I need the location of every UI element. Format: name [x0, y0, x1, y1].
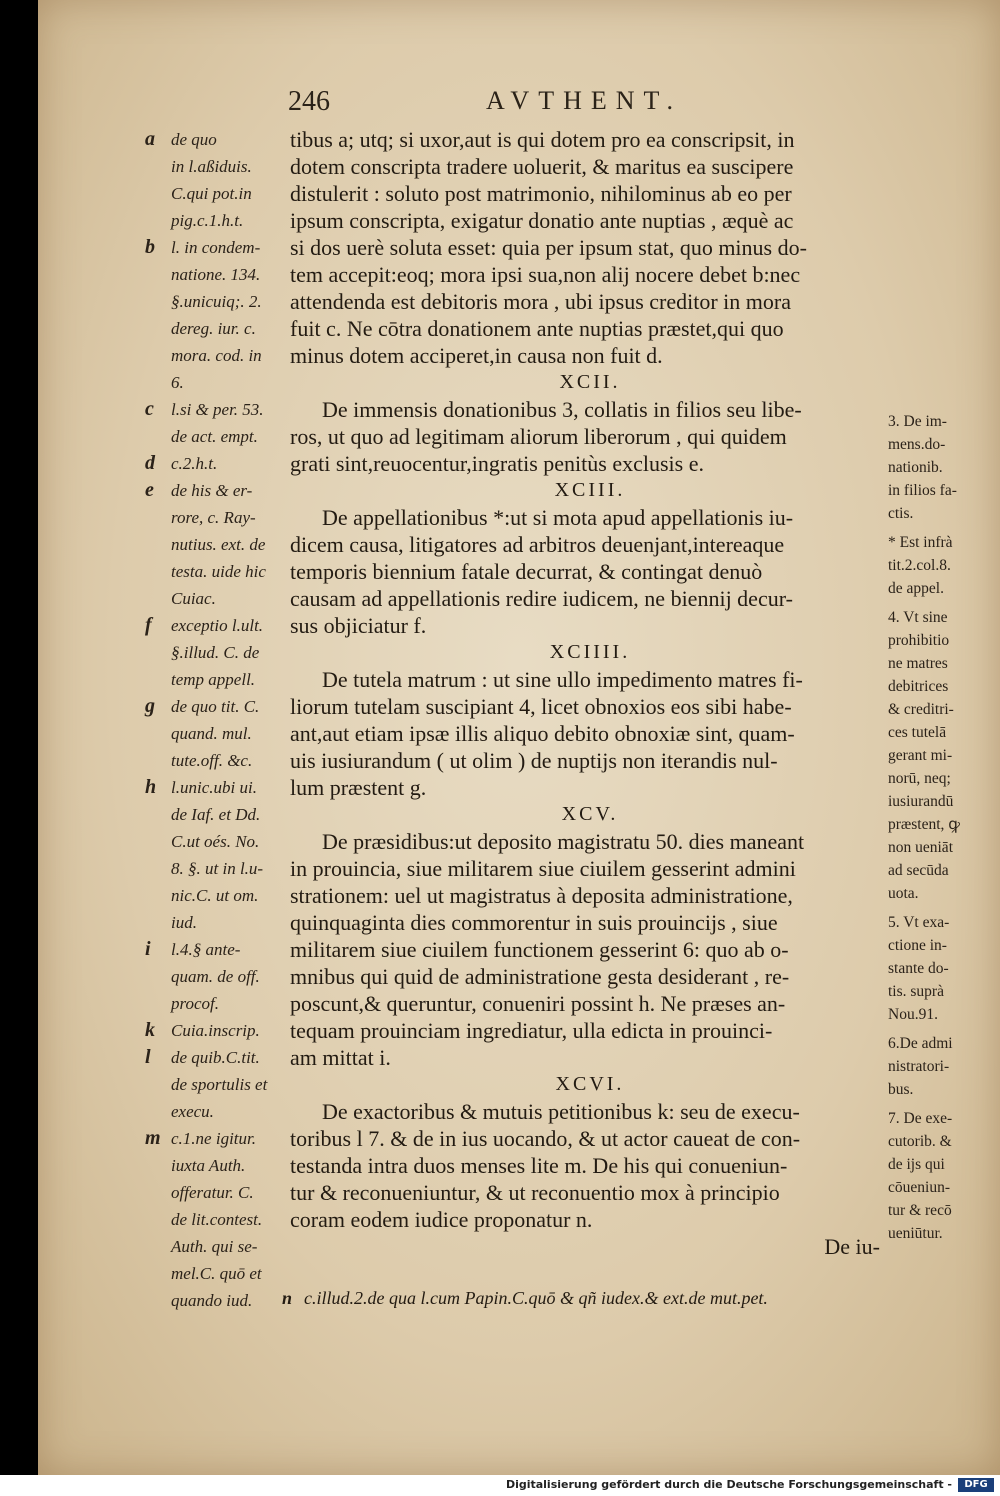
left-margin-line [145, 801, 290, 828]
left-margin-text: Cuia.inscrip. [171, 1021, 260, 1040]
right-margin-line: tur & recō [888, 1202, 952, 1219]
text-line: testanda intra duos menses lite m. De his qui conueniun- [290, 1153, 788, 1178]
left-margin-notes [145, 126, 293, 1314]
left-margin-text: de quo tit. C. [171, 697, 260, 716]
left-margin-line [145, 774, 290, 801]
footnote-letter: i [145, 938, 151, 960]
left-margin-line [145, 639, 290, 666]
left-margin-line [145, 909, 290, 936]
text-line: in prouincia, siue militarem siue ciuilem gesserint admini [290, 856, 796, 881]
text-line: De immensis donationibus 3, collatis in filios seu libe- [322, 397, 802, 422]
right-margin-line: ctis. [888, 505, 914, 522]
left-margin-text: iuxta Auth. [171, 1156, 246, 1175]
text-line: sus objiciatur f. [290, 613, 427, 638]
left-margin-text: tute.off. &c. [171, 751, 253, 770]
left-margin-text: in l.aßiduis. [171, 157, 252, 176]
text-line: De tutela matrum : ut sine ullo impedimento matres fi- [322, 667, 803, 692]
text-line: liorum tutelam suscipiant 4, licet obnoxios eos sibi habe- [290, 694, 792, 719]
footnote-letter: f [145, 614, 152, 636]
left-margin-note [145, 234, 290, 396]
footer-credit: Digitalisierung gefördert durch die Deutsche Forschungsgemeinschaft - [505, 1478, 952, 1491]
left-margin-line [145, 423, 290, 450]
left-margin-line [145, 720, 290, 747]
text-line: mnibus qui quid de administratione gesta desiderant , re- [290, 964, 790, 989]
right-margin-line: tit.2.col.8. [888, 557, 951, 574]
left-margin-line [145, 1152, 290, 1179]
left-margin-note [145, 612, 290, 693]
footnote-letter: l [145, 1046, 151, 1068]
right-margin-note [888, 606, 1000, 905]
left-margin-line [145, 1287, 293, 1314]
left-margin-text: Cuiac. [171, 589, 216, 608]
right-margin-line: 4. Vt sine [888, 609, 948, 626]
left-margin-text: de sportulis et [171, 1075, 268, 1094]
right-margin-line: gerant mi- [888, 747, 953, 764]
right-margin-line: cutorib. & [888, 1133, 952, 1150]
left-margin-line [145, 1125, 290, 1152]
text-line: dicem causa, litigatores ad arbitros deuenjant,intereaque [290, 532, 785, 557]
section-heading: XCV. [561, 803, 619, 825]
left-margin-text: de quib.C.tit. [171, 1048, 260, 1067]
text-line: temporis biennium fatale decurrat, & contingat denuò [290, 559, 763, 584]
left-margin-line [145, 531, 290, 558]
text-line: attendenda est debitoris mora , ubi ipsus creditor in mora [290, 289, 791, 314]
left-margin-text: rore, c. Ray- [171, 508, 256, 527]
text-line: De exactoribus & mutuis petitionibus k: seu de execu- [322, 1099, 800, 1124]
right-margin-line: præstent, ꝙ [888, 816, 960, 833]
text-line: tequam prouinciam ingrediatur, ulla edicta in prouinci- [290, 1018, 773, 1043]
right-margin-line: ueniūtur. [888, 1225, 943, 1242]
left-margin-text: offeratur. C. [171, 1183, 254, 1202]
footnote-letter: h [145, 776, 157, 798]
text-line: toribus l 7. & de in ius uocando, & ut actor caueat de con- [290, 1126, 801, 1151]
left-margin-line [145, 153, 290, 180]
text-line: tem accepit:eoq; mora ipsi sua,non alij nocere debet b:nec [290, 262, 801, 287]
right-margin-line: de ijs qui [888, 1156, 945, 1173]
left-margin-line [145, 261, 290, 288]
left-margin-line [145, 1071, 290, 1098]
right-margin-line: norū, neq; [888, 770, 951, 787]
text-line: distulerit : soluto post matrimonio, nihilominus ab eo per [290, 181, 792, 206]
footnote-text: c.illud.2.de qua l.cum Papin.C.quō & qñ iudex.& ext.de mut.pet. [304, 1288, 768, 1308]
left-margin-line [145, 1260, 290, 1287]
left-margin-line [145, 1206, 290, 1233]
footnote-letter: k [145, 1019, 155, 1041]
right-margin-line: & creditri- [888, 701, 954, 718]
footnote-letter: g [145, 695, 155, 717]
left-margin-line [145, 585, 290, 612]
right-margin-line: stante do- [888, 960, 949, 977]
right-margin-line: debitrices [888, 678, 949, 695]
left-margin-line [145, 450, 290, 477]
left-margin-text: procof. [171, 994, 220, 1013]
left-margin-text: iud. [171, 913, 197, 932]
left-margin-text: quam. de off. [171, 967, 260, 986]
left-margin-line [145, 126, 290, 153]
left-margin-text: 8. §. ut in l.u- [171, 859, 264, 878]
left-margin-line [145, 234, 290, 261]
left-margin-line [145, 342, 290, 369]
text-line: minus dotem acciperet,in causa non fuit d. [290, 343, 663, 368]
left-margin-text: C.qui pot.in [171, 184, 252, 203]
text-line: poscunt,& queruntur, conueniri possint h. Ne præses an- [290, 991, 786, 1016]
left-margin-note [145, 693, 290, 774]
dfg-logo: DFG [958, 1478, 994, 1492]
left-margin-line [145, 882, 290, 909]
left-margin-text: nic.C. ut om. [171, 886, 259, 905]
left-margin-text: de lit.contest. [171, 1210, 263, 1229]
left-margin-note [145, 450, 290, 477]
left-margin-line [145, 828, 290, 855]
left-margin-text: quando iud. [171, 1291, 253, 1310]
footnote-letter: m [145, 1127, 161, 1149]
left-margin-line [145, 666, 290, 693]
left-margin-note [145, 126, 290, 234]
left-margin-text: pig.c.1.h.t. [171, 211, 244, 230]
left-margin-line [145, 1179, 290, 1206]
left-margin-text: c.1.ne igitur. [171, 1129, 256, 1148]
right-margin-line: * Est infrà [888, 534, 953, 551]
footnote-letter: e [145, 479, 154, 501]
left-margin-text: temp appell. [171, 670, 256, 689]
left-margin-line [145, 990, 290, 1017]
left-margin-line [145, 747, 290, 774]
right-margin-line: ne matres [888, 655, 948, 672]
text-line: si dos uerè soluta esset: quia per ipsum stat, quo minus do- [290, 235, 807, 260]
left-margin-text: quand. mul. [171, 724, 252, 743]
right-margin-line: ces tutelā [888, 724, 947, 741]
left-margin-text: §.unicuiq;. 2. [171, 292, 262, 311]
right-margin-line: in filios fa- [888, 482, 957, 499]
left-margin-text: natione. 134. [171, 265, 261, 284]
left-margin-text: l. in condem- [171, 238, 261, 257]
footnote-letter: b [145, 236, 155, 258]
text-line: causam ad appellationis redire iudicem, ne biennij decur- [290, 586, 793, 611]
footnote-letter: a [145, 128, 155, 150]
section-heading: XCIIII. [549, 641, 631, 663]
left-margin-note [145, 936, 290, 1017]
left-margin-line [145, 855, 290, 882]
text-line: tur & reconueniuntur, & ut reconuentio mox à principio [290, 1180, 780, 1205]
left-margin-text: l.si & per. 53. [171, 400, 264, 419]
text-line: am mittat i. [290, 1045, 391, 1070]
text-line: uis iusiurandum ( ut olim ) de nuptijs non iterandis nul- [290, 748, 778, 773]
right-margin-note [888, 1032, 1000, 1101]
left-margin-text: §.illud. C. de [171, 643, 260, 662]
text-line: De iu- [824, 1234, 880, 1259]
text-line: militarem siue ciuilem functionem gesserint 6: quo ab o- [290, 937, 789, 962]
left-margin-note [145, 1125, 293, 1314]
text-line: De præsidibus:ut deposito magistratu 50. dies maneant [322, 829, 805, 854]
left-margin-line [145, 936, 290, 963]
left-margin-note [145, 477, 290, 612]
left-margin-text: mora. cod. in [171, 346, 262, 365]
left-margin-text: l.4.§ ante- [171, 940, 241, 959]
section-heading: XCVI. [555, 1073, 625, 1095]
bottom-footnote [282, 1288, 768, 1309]
left-margin-note [145, 396, 290, 450]
left-margin-text: dereg. iur. c. [171, 319, 256, 338]
left-margin-line [145, 477, 290, 504]
left-margin-line [145, 963, 290, 990]
right-margin-line: non ueniāt [888, 839, 953, 856]
right-margin-line: 3. De im- [888, 413, 947, 430]
right-margin-line: 6.De admi [888, 1035, 953, 1052]
right-margin-line: 7. De exe- [888, 1110, 953, 1127]
left-margin-line [145, 180, 290, 207]
left-margin-text: l.unic.ubi ui. [171, 778, 257, 797]
text-line: ipsum conscripta, exigatur donatio ante nuptias , æquè ac [290, 208, 794, 233]
left-margin-line [145, 288, 290, 315]
footnote-letter: d [145, 452, 155, 474]
right-margin-note [888, 531, 1000, 600]
left-margin-text: c.2.h.t. [171, 454, 218, 473]
digitization-footer [0, 1475, 1000, 1496]
left-margin-line [145, 612, 290, 639]
right-margin-note [888, 1107, 1000, 1245]
left-margin-text: de his & er- [171, 481, 253, 500]
left-margin-text: mel.C. quō et [171, 1264, 262, 1283]
left-margin-line [145, 693, 290, 720]
right-margin-line: nationib. [888, 459, 943, 476]
left-margin-line [145, 1233, 290, 1260]
left-margin-text: Auth. qui se- [171, 1237, 258, 1256]
text-line: tibus a; utq; si uxor,aut is qui dotem pro ea conscripsit, in [290, 127, 795, 152]
left-margin-text: exceptio l.ult. [171, 616, 264, 635]
right-margin-line: uota. [888, 885, 919, 902]
left-margin-text: 6. [171, 373, 184, 392]
section-heading: XCII. [559, 371, 621, 393]
page-number: 246 [288, 86, 330, 117]
left-margin-line [145, 1098, 290, 1125]
text-line: coram eodem iudice proponatur n. [290, 1207, 593, 1232]
right-margin-line: nistratori- [888, 1058, 950, 1075]
left-margin-text: de quo [171, 130, 217, 149]
right-margin-line: ctione in- [888, 937, 947, 954]
left-margin-line [145, 558, 290, 585]
text-line: ant,aut etiam ipsæ illis aliquo debito obnoxiæ sint, quam- [290, 721, 795, 746]
right-margin-line: prohibitio [888, 632, 950, 649]
left-margin-text: C.ut oés. No. [171, 832, 260, 851]
running-title: AVTHENT. [486, 86, 682, 115]
left-margin-line [145, 1017, 290, 1044]
left-margin-note [145, 774, 290, 936]
text-line: ros, ut quo ad legitimam aliorum liberorum , qui quidem [290, 424, 787, 449]
left-margin-line [145, 396, 290, 423]
text-line: grati sint,reuocentur,ingratis penitùs exclusis e. [290, 451, 704, 476]
footnote-letter: n [282, 1288, 293, 1308]
left-margin-text: testa. uide hic [171, 562, 266, 581]
main-text-column [290, 126, 890, 1260]
left-margin-text: execu. [171, 1102, 214, 1121]
text-line: De appellationibus *:ut si mota apud appellationis iu- [322, 505, 794, 530]
right-margin-line: ad secūda [888, 862, 949, 879]
text-line: dotem conscripta tradere uoluerit, & maritus ea suscipere [290, 154, 794, 179]
right-margin-line: mens.do- [888, 436, 946, 453]
text-line: quinquaginta dies commorentur in suis prouincijs , siue [290, 910, 778, 935]
right-margin-notes [888, 410, 1000, 1251]
right-margin-line: tis. suprà [888, 983, 944, 1000]
left-margin-line [145, 504, 290, 531]
footnote-letter: c [145, 398, 154, 420]
left-margin-text: de Iaf. et Dd. [171, 805, 261, 824]
right-margin-note [888, 911, 1000, 1026]
section-heading: XCIII. [554, 479, 626, 501]
right-margin-line: 5. Vt exa- [888, 914, 950, 931]
text-line: lum præstent g. [290, 775, 427, 800]
left-margin-line [145, 315, 290, 342]
left-margin-line [145, 369, 290, 396]
left-margin-text: de act. empt. [171, 427, 258, 446]
left-margin-line [145, 1044, 290, 1071]
right-margin-line: iusiurandū [888, 793, 954, 810]
left-margin-note [145, 1017, 290, 1044]
right-margin-line: bus. [888, 1081, 914, 1098]
right-margin-note [888, 410, 1000, 525]
text-line: fuit c. Ne cōtra donationem ante nuptias præstet,qui quo [290, 316, 784, 341]
right-margin-line: Nou.91. [888, 1006, 938, 1023]
left-margin-text: nutius. ext. de [171, 535, 266, 554]
left-margin-note [145, 1044, 290, 1125]
left-margin-line [145, 207, 290, 234]
right-margin-line: de appel. [888, 580, 944, 597]
right-margin-line: cōueniun- [888, 1179, 950, 1196]
text-line: strationem: uel ut magistratus à deposita administratione, [290, 883, 793, 908]
